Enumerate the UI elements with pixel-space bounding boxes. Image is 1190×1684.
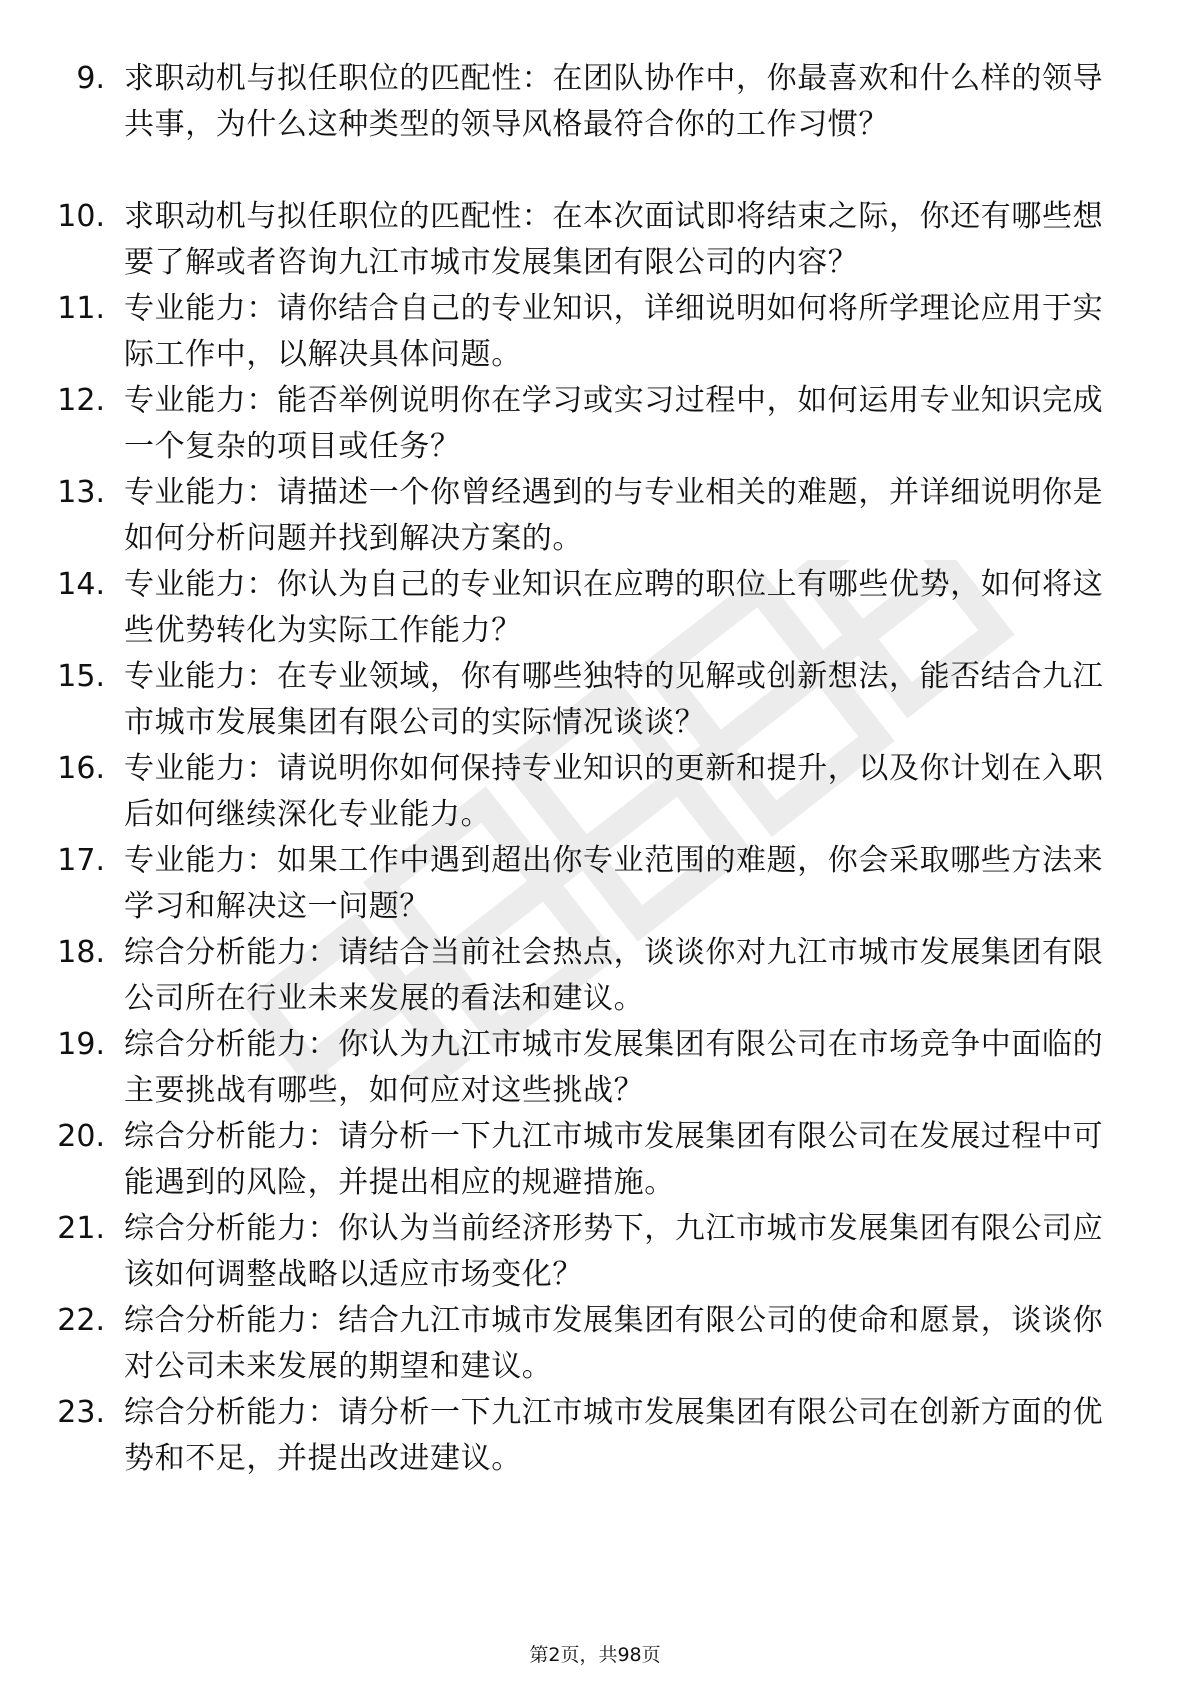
question-text: 专业能力：在专业领域，你有哪些独特的见解或创新想法，能否结合九江市城市发展集团有限公司的实际情况谈谈？ <box>124 659 1104 740</box>
question-item <box>0 1110 1190 1202</box>
question-number: 21. <box>57 1211 105 1246</box>
question-item <box>0 650 1190 742</box>
question-text: 综合分析能力：请分析一下九江市城市发展集团有限公司在发展过程中可能遇到的风险，并提出相应的规避措施。 <box>124 1119 1104 1200</box>
question-item <box>0 1018 1190 1110</box>
question-text: 专业能力：能否举例说明你在学习或实习过程中，如何运用专业知识完成一个复杂的项目或任务？ <box>124 383 1104 464</box>
question-item <box>0 52 1190 190</box>
question-text: 专业能力：请你结合自己的专业知识，详细说明如何将所学理论应用于实际工作中，以解决具体问题。 <box>124 291 1104 372</box>
question-number: 19. <box>57 1027 105 1062</box>
question-number: 20. <box>57 1119 105 1154</box>
question-text: 专业能力：请说明你如何保持专业知识的更新和提升，以及你计划在入职后如何继续深化专业能力。 <box>124 751 1104 832</box>
question-item <box>0 190 1190 282</box>
question-number: 18. <box>57 935 105 970</box>
question-number: 15. <box>57 659 105 694</box>
question-text: 综合分析能力：你认为当前经济形势下，九江市城市发展集团有限公司应该如何调整战略以适应市场变化？ <box>124 1211 1104 1292</box>
question-item <box>0 742 1190 834</box>
question-item <box>0 926 1190 1018</box>
question-text: 综合分析能力：请结合当前社会热点，谈谈你对九江市城市发展集团有限公司所在行业未来发展的看法和建议。 <box>124 935 1104 1016</box>
question-number: 16. <box>57 751 105 786</box>
question-text: 综合分析能力：结合九江市城市发展集团有限公司的使命和愿景，谈谈你对公司未来发展的期望和建议。 <box>124 1303 1104 1384</box>
question-item <box>0 834 1190 926</box>
question-text: 综合分析能力：请分析一下九江市城市发展集团有限公司在创新方面的优势和不足，并提出改进建议。 <box>124 1395 1104 1476</box>
page-footer: 第2页，共98页 <box>529 1644 661 1666</box>
question-text: 专业能力：你认为自己的专业知识在应聘的职位上有哪些优势，如何将这些优势转化为实际工作能力？ <box>124 567 1104 648</box>
question-item <box>0 1202 1190 1294</box>
question-text: 专业能力：请描述一个你曾经遇到的与专业相关的难题，并详细说明你是如何分析问题并找到解决方案的。 <box>124 475 1104 556</box>
question-text: 求职动机与拟任职位的匹配性：在本次面试即将结束之际，你还有哪些想要了解或者咨询九江市城市发展集团有限公司的内容？ <box>124 199 1104 280</box>
question-number: 9. <box>76 61 105 96</box>
question-number: 22. <box>57 1303 105 1338</box>
question-number: 23. <box>57 1395 105 1430</box>
question-list <box>0 52 1190 1478</box>
question-item <box>0 1386 1190 1478</box>
question-number: 10. <box>57 199 105 234</box>
question-number: 17. <box>57 843 105 878</box>
question-text: 求职动机与拟任职位的匹配性：在团队协作中，你最喜欢和什么样的领导共事，为什么这种类型的领导风格最符合你的工作习惯？ <box>124 61 1104 142</box>
question-item <box>0 374 1190 466</box>
question-item <box>0 466 1190 558</box>
question-number: 14. <box>57 567 105 602</box>
question-number: 12. <box>57 383 105 418</box>
question-number: 13. <box>57 475 105 510</box>
question-number: 11. <box>57 291 105 326</box>
question-text: 综合分析能力：你认为九江市城市发展集团有限公司在市场竞争中面临的主要挑战有哪些，如何应对这些挑战？ <box>124 1027 1104 1108</box>
question-item <box>0 558 1190 650</box>
question-item <box>0 1294 1190 1386</box>
question-text: 专业能力：如果工作中遇到超出你专业范围的难题，你会采取哪些方法来学习和解决这一问题？ <box>124 843 1104 924</box>
question-item <box>0 282 1190 374</box>
